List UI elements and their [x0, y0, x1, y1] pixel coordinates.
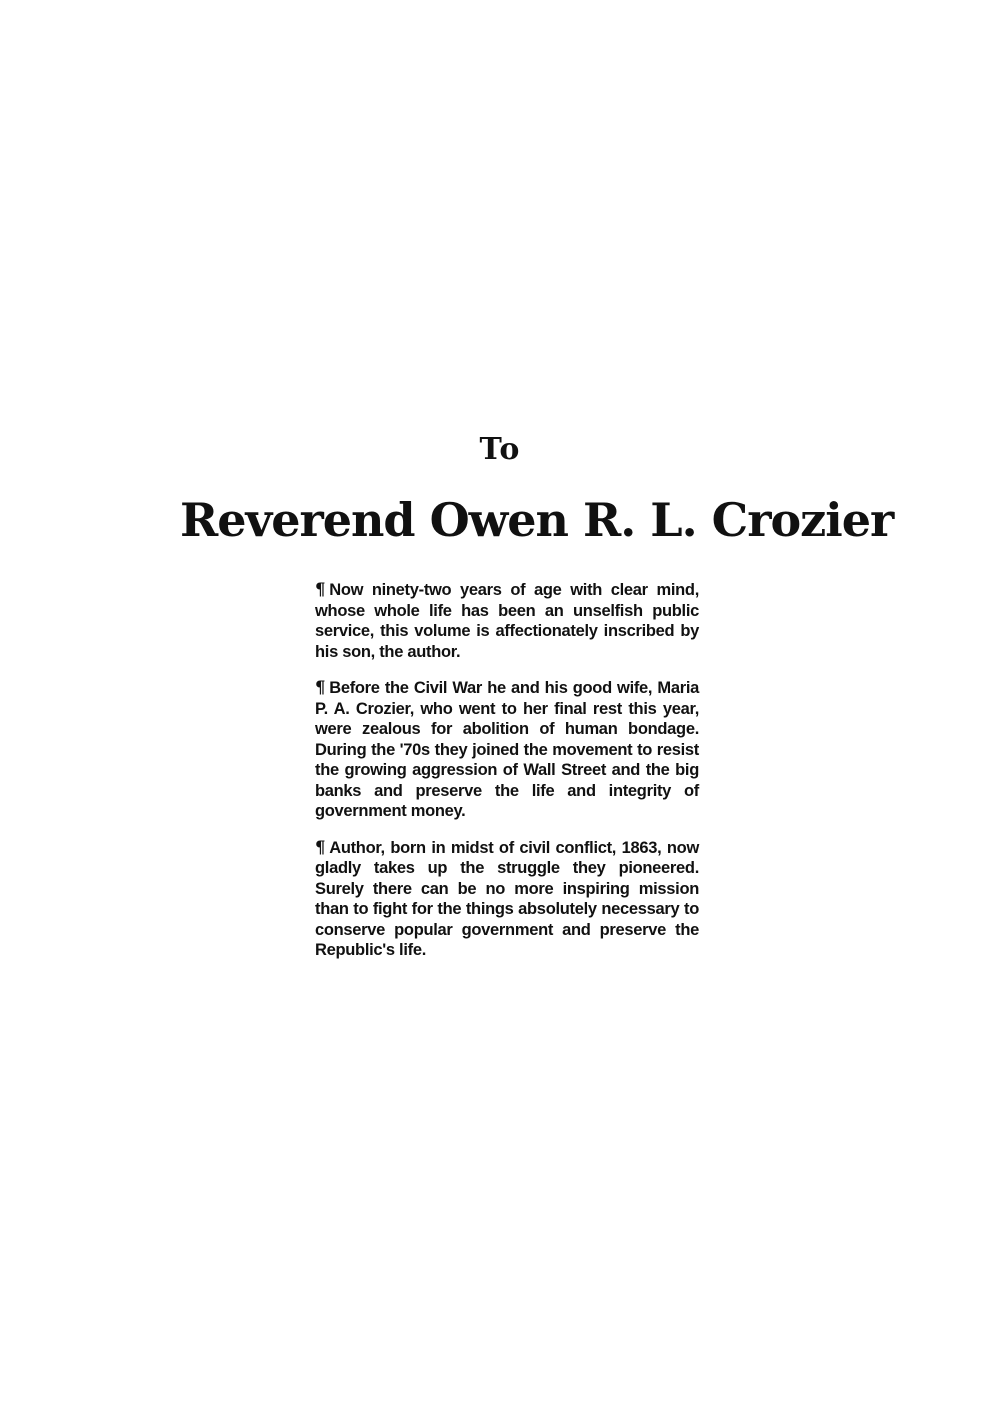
dedication-to-heading: To [479, 432, 521, 467]
dedication-paragraph-3 [315, 838, 699, 961]
pilcrow-mark: ¶ [315, 580, 326, 599]
dedication-text [315, 580, 699, 977]
pilcrow-mark: ¶ [315, 678, 326, 697]
dedication-paragraph-2 [315, 678, 699, 822]
paragraph-text: Author, born in midst of civil conflict, 1863, now gladly takes up the struggle they pioneered. Surely there can be no more inspiring mission than to fight for the things absolutely necessary to conserve popular government and preserve the Republic's life. [315, 838, 699, 959]
paragraph-text: Before the Civil War he and his good wife, Maria P. A. Crozier, who went to her final rest this year, were zealous for abolition of human bondage. During the '70s they joined the movement to resist the growing aggression of Wall Street and the big banks and preserve the life and integrity of government money. [315, 679, 699, 820]
dedicatee-name: Reverend Owen R. L. Crozier [180, 493, 894, 547]
paragraph-text: Now ninety-two years of age with clear mind, whose whole life has been an unselfish public service, this volume is affectionately inscribed by his son, the author. [315, 581, 699, 661]
pilcrow-mark: ¶ [315, 837, 326, 857]
dedication-paragraph-1 [315, 580, 699, 662]
